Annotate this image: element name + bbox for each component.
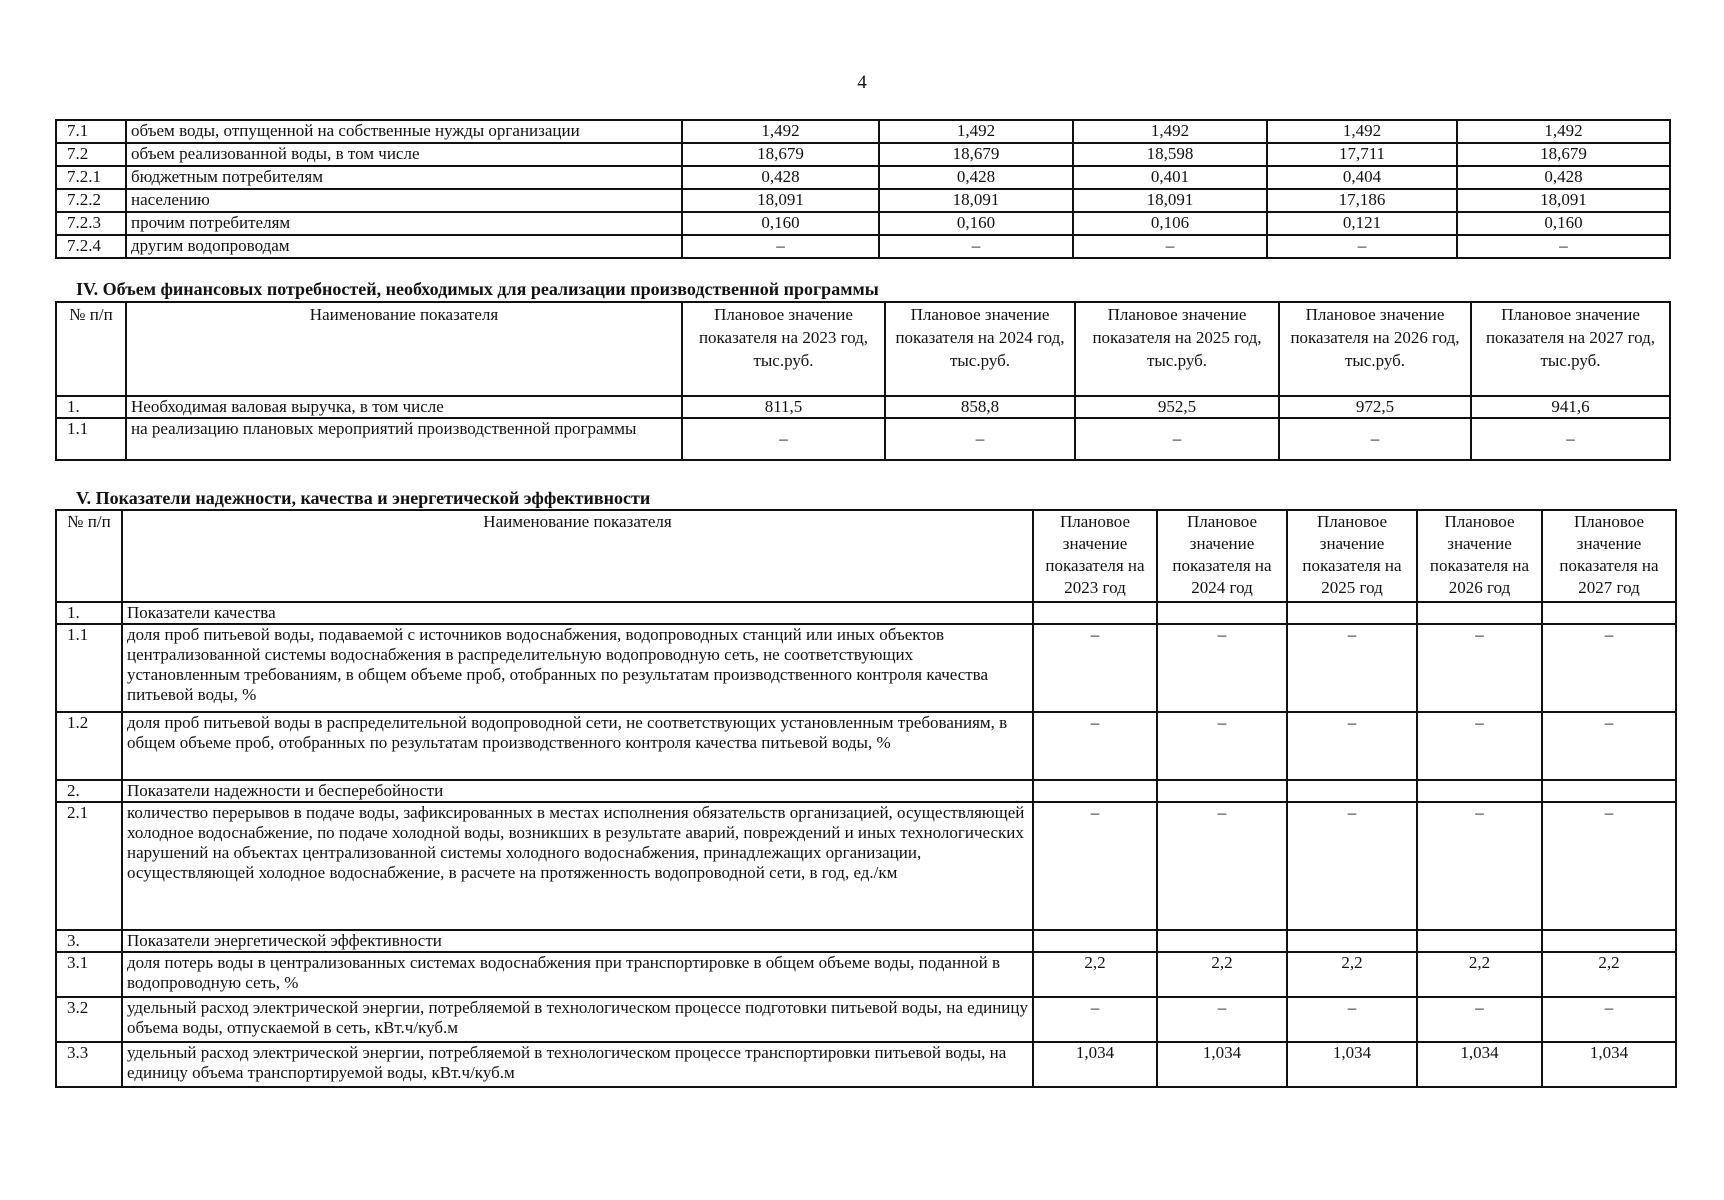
- row-number: 1.1: [56, 418, 126, 460]
- row-name: населению: [126, 189, 682, 212]
- header-year-2024: Плановое значение показателя на 2024 год: [1157, 510, 1287, 602]
- row-value: 1,034: [1417, 1042, 1542, 1087]
- row-number: 2.1: [56, 802, 122, 930]
- row-number: 7.2: [56, 143, 126, 166]
- row-value: –: [682, 235, 879, 258]
- row-value: 0,428: [1457, 166, 1670, 189]
- row-value: 18,091: [1457, 189, 1670, 212]
- row-value: 18,091: [1073, 189, 1267, 212]
- table-header-row: [56, 302, 1670, 396]
- row-value: 1,034: [1157, 1042, 1287, 1087]
- row-number: 7.2.2: [56, 189, 126, 212]
- row-value: [1157, 602, 1287, 624]
- row-value: –: [1417, 712, 1542, 780]
- row-name: удельный расход электрической энергии, потребляемой в технологическом процессе подготовки питьевой воды, на единицу объема воды, отпускаемой в сеть, кВт.ч/куб.м: [122, 997, 1033, 1042]
- table-row: [56, 143, 1670, 166]
- row-value: 2,2: [1287, 952, 1417, 997]
- row-value: 0,401: [1073, 166, 1267, 189]
- row-value: 17,186: [1267, 189, 1457, 212]
- row-value: –: [1417, 624, 1542, 712]
- row-value: 0,428: [879, 166, 1073, 189]
- row-name: на реализацию плановых мероприятий производственной программы: [126, 418, 682, 460]
- row-value: [1542, 602, 1676, 624]
- row-value: 0,106: [1073, 212, 1267, 235]
- row-name: объем реализованной воды, в том числе: [126, 143, 682, 166]
- row-value: [1033, 930, 1157, 952]
- row-name: другим водопроводам: [126, 235, 682, 258]
- row-value: –: [1287, 624, 1417, 712]
- row-name: Показатели надежности и бесперебойности: [122, 780, 1033, 802]
- header-name: Наименование показателя: [126, 302, 682, 396]
- row-value: –: [1033, 802, 1157, 930]
- row-value: –: [1287, 997, 1417, 1042]
- row-value: –: [1542, 997, 1676, 1042]
- header-num: № п/п: [56, 302, 126, 396]
- row-name: прочим потребителям: [126, 212, 682, 235]
- row-number: 1.1: [56, 624, 122, 712]
- water-volume-table: [55, 119, 1671, 259]
- row-value: [1542, 930, 1676, 952]
- row-value: –: [1073, 235, 1267, 258]
- row-value: 811,5: [682, 396, 885, 418]
- row-value: 0,160: [879, 212, 1073, 235]
- row-value: 18,679: [1457, 143, 1670, 166]
- row-value: –: [1279, 418, 1471, 460]
- row-value: [1157, 930, 1287, 952]
- table-row: [56, 952, 1676, 997]
- row-value: 1,492: [879, 120, 1073, 143]
- row-value: [1417, 930, 1542, 952]
- row-value: –: [1033, 712, 1157, 780]
- row-number: 7.1: [56, 120, 126, 143]
- row-name: количество перерывов в подаче воды, зафиксированных в местах исполнения обязательств организацией, осуществляющей холодное водоснабжение, по подаче холодной воды, возникших в результате аварий, повреждений и иных технологических нарушений на объектах централизованной системы холодного водоснабжения, принадлежащих организации, осуществляющей холодное водоснабжение, в расчете на протяженность водопроводной сети, в год, ед./км: [122, 802, 1033, 930]
- row-value: –: [1267, 235, 1457, 258]
- table-row: [56, 166, 1670, 189]
- row-value: –: [1287, 802, 1417, 930]
- row-value: 1,492: [1267, 120, 1457, 143]
- header-year-2027: Плановое значение показателя на 2027 год: [1542, 510, 1676, 602]
- row-value: 941,6: [1471, 396, 1670, 418]
- row-value: –: [1542, 802, 1676, 930]
- header-year-2025: Плановое значение показателя на 2025 год: [1287, 510, 1417, 602]
- table-row: [56, 930, 1676, 952]
- row-value: 1,034: [1542, 1042, 1676, 1087]
- row-value: –: [1033, 997, 1157, 1042]
- row-value: –: [1417, 997, 1542, 1042]
- row-value: –: [1471, 418, 1670, 460]
- header-name: Наименование показателя: [122, 510, 1033, 602]
- row-name: Показатели качества: [122, 602, 1033, 624]
- row-value: 0,160: [682, 212, 879, 235]
- row-number: 2.: [56, 780, 122, 802]
- row-name: удельный расход электрической энергии, потребляемой в технологическом процессе транспортировки питьевой воды, на единицу объема транспортируемой воды, кВт.ч/куб.м: [122, 1042, 1033, 1087]
- row-value: 18,091: [682, 189, 879, 212]
- row-value: 0,160: [1457, 212, 1670, 235]
- row-number: 7.2.4: [56, 235, 126, 258]
- row-number: 7.2.1: [56, 166, 126, 189]
- row-number: 1.2: [56, 712, 122, 780]
- header-year-2026: Плановое значение показателя на 2026 год: [1417, 510, 1542, 602]
- row-value: –: [1157, 624, 1287, 712]
- row-value: 18,598: [1073, 143, 1267, 166]
- row-value: [1542, 780, 1676, 802]
- row-value: 2,2: [1417, 952, 1542, 997]
- row-value: 1,034: [1287, 1042, 1417, 1087]
- row-number: 1.: [56, 396, 126, 418]
- row-number: 7.2.3: [56, 212, 126, 235]
- row-number: 3.: [56, 930, 122, 952]
- row-value: 0,404: [1267, 166, 1457, 189]
- row-value: 0,428: [682, 166, 879, 189]
- row-value: [1033, 602, 1157, 624]
- table-row: [56, 602, 1676, 624]
- header-year-2025: Плановое значение показателя на 2025 год, тыс.руб.: [1075, 302, 1279, 396]
- row-value: –: [1157, 712, 1287, 780]
- row-value: [1287, 602, 1417, 624]
- table-row: [56, 212, 1670, 235]
- row-name: бюджетным потребителям: [126, 166, 682, 189]
- table-row: [56, 396, 1670, 418]
- row-value: 2,2: [1157, 952, 1287, 997]
- row-value: –: [1542, 624, 1676, 712]
- row-value: 1,034: [1033, 1042, 1157, 1087]
- row-value: 2,2: [1542, 952, 1676, 997]
- row-value: 18,091: [879, 189, 1073, 212]
- section-iv-title: IV. Объем финансовых потребностей, необходимых для реализации производственной программы: [76, 279, 879, 299]
- row-value: 1,492: [682, 120, 879, 143]
- row-value: 952,5: [1075, 396, 1279, 418]
- row-name: доля потерь воды в централизованных системах водоснабжения при транспортировке в общем объеме воды, поданной в водопроводную сеть, %: [122, 952, 1033, 997]
- row-value: [1157, 780, 1287, 802]
- row-value: –: [1075, 418, 1279, 460]
- row-value: –: [1457, 235, 1670, 258]
- row-value: 0,121: [1267, 212, 1457, 235]
- row-name: доля проб питьевой воды в распределительной водопроводной сети, не соответствующих установленным требованиям, в общем объеме проб, отобранных по результатам производственного контроля качества питьевой воды, %: [122, 712, 1033, 780]
- table-row: [56, 712, 1676, 780]
- row-value: [1033, 780, 1157, 802]
- row-number: 3.2: [56, 997, 122, 1042]
- page-number: 4: [857, 72, 867, 93]
- row-value: 1,492: [1457, 120, 1670, 143]
- header-year-2024: Плановое значение показателя на 2024 год, тыс.руб.: [885, 302, 1075, 396]
- row-name: Необходимая валовая выручка, в том числе: [126, 396, 682, 418]
- table-row: [56, 235, 1670, 258]
- row-value: –: [1542, 712, 1676, 780]
- row-name: Показатели энергетической эффективности: [122, 930, 1033, 952]
- header-year-2027: Плановое значение показателя на 2027 год, тыс.руб.: [1471, 302, 1670, 396]
- header-year-2023: Плановое значение показателя на 2023 год: [1033, 510, 1157, 602]
- reliability-quality-table: [55, 509, 1677, 1088]
- row-value: 18,679: [879, 143, 1073, 166]
- table-row: [56, 189, 1670, 212]
- row-value: [1417, 780, 1542, 802]
- row-value: –: [1157, 997, 1287, 1042]
- row-number: 3.3: [56, 1042, 122, 1087]
- row-value: –: [1157, 802, 1287, 930]
- table-header-row: [56, 510, 1676, 602]
- row-value: 18,679: [682, 143, 879, 166]
- table-row: [56, 1042, 1676, 1087]
- table-row: [56, 624, 1676, 712]
- row-value: 2,2: [1033, 952, 1157, 997]
- row-number: 1.: [56, 602, 122, 624]
- row-value: –: [1287, 712, 1417, 780]
- table-row: [56, 120, 1670, 143]
- table-row: [56, 780, 1676, 802]
- table-row: [56, 802, 1676, 930]
- row-value: –: [1417, 802, 1542, 930]
- row-value: [1287, 930, 1417, 952]
- header-year-2023: Плановое значение показателя на 2023 год, тыс.руб.: [682, 302, 885, 396]
- row-value: [1287, 780, 1417, 802]
- header-num: № п/п: [56, 510, 122, 602]
- header-year-2026: Плановое значение показателя на 2026 год, тыс.руб.: [1279, 302, 1471, 396]
- row-value: 1,492: [1073, 120, 1267, 143]
- row-value: –: [1033, 624, 1157, 712]
- row-number: 3.1: [56, 952, 122, 997]
- row-name: доля проб питьевой воды, подаваемой с источников водоснабжения, водопроводных станций или иных объектов централизованной системы водоснабжения в распределительную водопроводную сеть, не соответствующих установленным требованиям, в общем объеме проб, отобранных по результатам производственного контроля качества питьевой воды, %: [122, 624, 1033, 712]
- row-name: объем воды, отпущенной на собственные нужды организации: [126, 120, 682, 143]
- section-v-title: V. Показатели надежности, качества и энергетической эффективности: [76, 488, 651, 508]
- row-value: –: [682, 418, 885, 460]
- row-value: [1417, 602, 1542, 624]
- financial-needs-table: [55, 301, 1671, 461]
- table-row: [56, 997, 1676, 1042]
- row-value: –: [885, 418, 1075, 460]
- row-value: 972,5: [1279, 396, 1471, 418]
- row-value: 17,711: [1267, 143, 1457, 166]
- row-value: 858,8: [885, 396, 1075, 418]
- table-row: [56, 418, 1670, 460]
- row-value: –: [879, 235, 1073, 258]
